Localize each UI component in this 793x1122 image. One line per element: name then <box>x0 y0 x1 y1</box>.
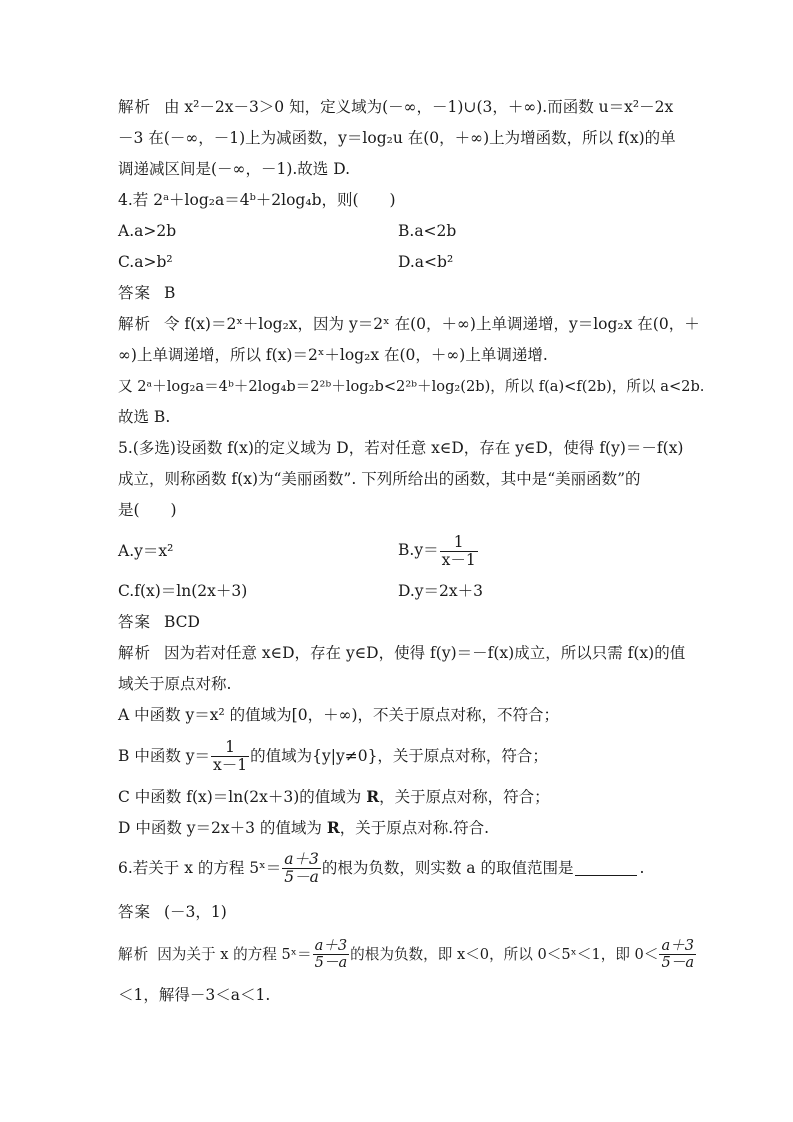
q5-stem-line-2: 成立，则称函数 f(x)为“美丽函数”. 下列所给出的函数，其中是“美丽函数”的 <box>118 470 641 488</box>
analysis-label: 解析 <box>118 98 152 116</box>
fraction-denominator: 5－a <box>661 953 695 971</box>
q6-stem <box>118 843 678 893</box>
fraction-numerator: 1 <box>440 534 478 551</box>
answer-label: 答案 <box>118 284 152 302</box>
q4-analysis-line-3: 又 2ᵃ＋log₂a＝4ᵇ＋2log₄b＝2²ᵇ＋log₂b<2²ᵇ＋log₂(2b)，所以 f(a)<f(2b)，所以 a<2b. <box>118 378 705 395</box>
fraction-denominator: 5－a <box>284 867 319 886</box>
q5-analysis-5-post: ，关于原点对称，符合； <box>379 788 550 806</box>
real-numbers-symbol: R <box>366 787 380 806</box>
q5-option-d: D.y＝2x＋3 <box>398 582 484 600</box>
q4-option-b: B.a<2b <box>398 222 457 240</box>
real-numbers-symbol: R <box>326 818 340 837</box>
q5-analysis-4-fraction <box>211 739 249 773</box>
q5-analysis-line-4 <box>118 731 678 781</box>
answer-blank <box>575 861 637 876</box>
q4-answer <box>118 278 678 309</box>
q5-analysis-line-5 <box>118 781 678 812</box>
q5-analysis-6-pre: D 中函数 y＝2x＋3 的值域为 <box>118 819 327 837</box>
q5-answer-value: BCD <box>163 613 200 631</box>
document-content <box>118 92 705 1011</box>
q6-analysis-fraction-1 <box>313 938 350 970</box>
q4-stem: 4.若 2ᵃ＋log₂a＝4ᵇ＋2log₄b，则( ) <box>118 191 396 209</box>
answer-label: 答案 <box>118 903 152 921</box>
q4-option-a: A.a>2b <box>118 222 177 240</box>
q5-analysis-6-post: ，关于原点对称.符合. <box>339 819 490 837</box>
q3-analysis-text-1: 由 x²－2x－3＞0 知，定义域为(－∞，－1)∪(3，＋∞).而函数 u＝x²－2x <box>163 98 674 116</box>
fraction-numerator: a＋3 <box>284 850 319 869</box>
q4-option-d: D.a<b² <box>398 253 454 271</box>
q6-analysis-fraction-2 <box>659 938 696 970</box>
q5-analysis-line-1 <box>118 638 686 669</box>
q4-option-c: C.a>b² <box>118 253 173 271</box>
fraction-denominator: x－1 <box>213 755 248 774</box>
q5-option-c: C.f(x)＝ln(2x＋3) <box>118 582 248 600</box>
q5-analysis-line-3: A 中函数 y＝x² 的值域为[0，＋∞)，不关于原点对称，不符合； <box>118 706 560 724</box>
q4-analysis-line-1 <box>118 309 700 340</box>
q6-stem-prefix: 6.若关于 x 的方程 5ˣ＝ <box>118 858 282 877</box>
q3-analysis-line-2: －3 在(－∞，－1)上为减函数，y＝log₂u 在(0，＋∞)上为增函数，所以 f(x)的单 <box>118 129 676 147</box>
analysis-label: 解析 <box>118 644 152 662</box>
q5-analysis-line-6 <box>118 812 678 843</box>
q5-option-b-fraction <box>440 534 478 568</box>
q4-analysis-line-4: 故选 B. <box>118 408 171 426</box>
q6-answer-value: (－3，1) <box>163 903 227 921</box>
q5-option-a: A.y＝x² <box>118 541 174 560</box>
q3-analysis-line-3: 调递减区间是(－∞，－1).故选 D. <box>118 160 351 178</box>
fraction-numerator: a＋3 <box>661 937 695 955</box>
q5-analysis-line-2: 域关于原点对称. <box>118 675 232 693</box>
answer-label: 答案 <box>118 613 152 631</box>
q4-options-row-1 <box>118 216 678 247</box>
q6-stem-suffix: 的根为负数，则实数 a 的取值范围是 <box>321 858 574 877</box>
q3-analysis-line-1 <box>118 92 678 123</box>
q5-stem-line-1: 5.(多选)设函数 f(x)的定义域为 D，若对任意 x∈D，存在 y∈D，使得 f(y)＝－f(x) <box>118 439 684 457</box>
analysis-label: 解析 <box>118 945 150 963</box>
fraction-numerator: a＋3 <box>314 937 348 955</box>
q5-option-b-prefix: B.y＝ <box>398 541 439 559</box>
q6-analysis-line-2: ＜1，解得－3＜a＜1. <box>118 986 271 1004</box>
q5-stem-line-3: 是( ) <box>118 501 177 519</box>
q5-analysis-5-pre: C 中函数 f(x)＝ln(2x＋3)的值域为 <box>118 788 367 806</box>
q4-options-row-2 <box>118 247 678 278</box>
fraction-denominator: x－1 <box>441 550 476 569</box>
q4-analysis-text-1: 令 f(x)＝2ˣ＋log₂x，因为 y＝2ˣ 在(0，＋∞)上单调递增，y＝log₂x 在(0，＋ <box>163 315 700 333</box>
fraction-numerator: 1 <box>211 739 249 756</box>
analysis-label: 解析 <box>118 315 152 333</box>
q6-analysis-1-mid: 的根为负数，即 x＜0，所以 0＜5ˣ＜1，即 0＜ <box>350 945 659 963</box>
q6-stem-end: . <box>639 858 645 877</box>
q5-options-row-2 <box>118 576 678 607</box>
q5-options-row-1 <box>118 526 678 576</box>
q6-stem-fraction <box>282 851 321 885</box>
q4-analysis-line-2: ∞)上单调递增，所以 f(x)＝2ˣ＋log₂x 在(0，＋∞)上单调递增. <box>118 346 548 364</box>
q6-analysis-line-1 <box>118 928 695 980</box>
q5-option-b <box>398 534 678 568</box>
q5-answer <box>118 607 678 638</box>
q5-analysis-4-prefix: B 中函数 y＝ <box>118 746 211 765</box>
q5-analysis-4-suffix: 的值域为{y|y≠0}，关于原点对称，符合； <box>250 746 548 765</box>
q6-analysis-1-prefix: 因为关于 x 的方程 5ˣ＝ <box>157 945 312 963</box>
q5-analysis-text-1: 因为若对任意 x∈D，存在 y∈D，使得 f(y)＝－f(x)成立，所以只需 f(x)的值 <box>163 644 686 662</box>
fraction-denominator: 5－a <box>314 953 348 971</box>
q6-answer <box>118 897 678 928</box>
q4-answer-value: B <box>163 284 176 302</box>
